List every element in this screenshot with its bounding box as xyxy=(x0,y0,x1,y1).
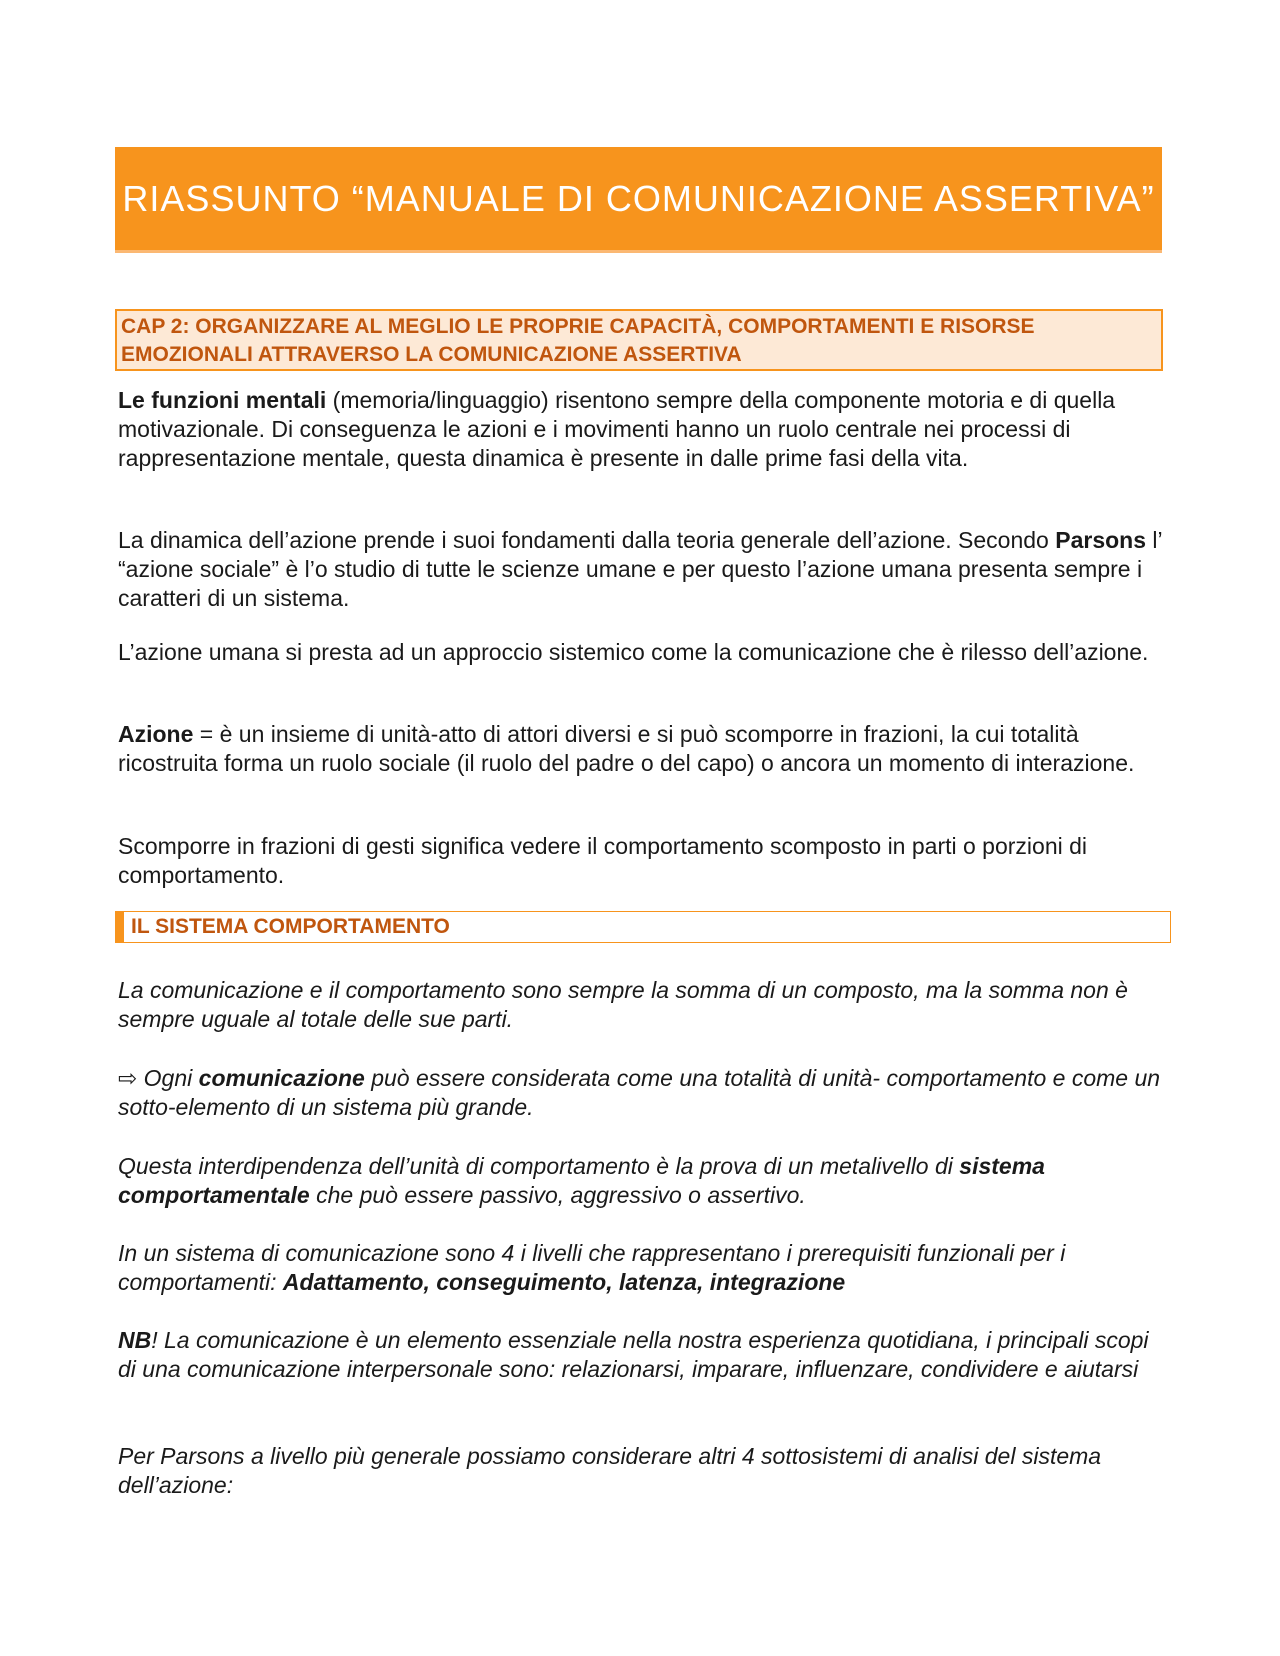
paragraph-text: L’azione umana si presta ad un approccio sistemico come la comunicazione che è rilesso dell’azione. xyxy=(118,639,1149,665)
title-banner xyxy=(115,147,1162,253)
paragraph-1 xyxy=(118,386,1168,473)
paragraph-text: La comunicazione e il comportamento sono sempre la somma di un composto, ma la somma non è sempre uguale al totale delle sue parti. xyxy=(118,977,1128,1032)
italic-paragraph-4 xyxy=(118,1239,1168,1297)
italic-paragraph-3 xyxy=(118,1152,1168,1210)
paragraph-text: ! La comunicazione è un elemento essenziale nella nostra esperienza quotidiana, i principali scopi di una comunicazione interpersonale sono: relazionarsi, imparare, influenzare, condividere e aiutarsi xyxy=(118,1327,1149,1382)
bold-term: NB xyxy=(118,1327,152,1353)
paragraph-text: = è un insieme di unità-atto di attori diversi e si può scomporre in frazioni, la cui totalità ricostruita forma un ruolo sociale (il ruolo del padre o del capo) o ancora un momento di interazione. xyxy=(118,721,1135,776)
bold-term: comunicazione xyxy=(198,1065,365,1091)
italic-paragraph-6 xyxy=(118,1442,1168,1500)
paragraph-2 xyxy=(118,526,1168,613)
paragraph-text: (memoria/linguaggio) risentono sempre della componente motoria e di quella motivazionale. Di conseguenza le azioni e i movimenti hanno un ruolo centrale nei processi di rappresentazione mentale, questa dinamica è presente in dalle prime fasi della vita. xyxy=(118,387,1116,471)
chapter-heading-box xyxy=(115,309,1163,371)
paragraph-text: Per Parsons a livello più generale possiamo considerare altri 4 sottosistemi di analisi del sistema dell’azione: xyxy=(118,1443,1102,1498)
paragraph-text: che può essere passivo, aggressivo o assertivo. xyxy=(309,1182,806,1208)
paragraph-text: La dinamica dell’azione prende i suoi fondamenti dalla teoria generale dell’azione. Secondo xyxy=(118,527,1056,553)
paragraph-text: Questa interdipendenza dell’unità di comportamento è la prova di un metalivello di xyxy=(118,1153,960,1179)
paragraph-text: Scomporre in frazioni di gesti significa vedere il comportamento scomposto in parti o porzioni di comportamento. xyxy=(118,833,1088,888)
italic-paragraph-2 xyxy=(118,1064,1168,1122)
section-heading: IL SISTEMA COMPORTAMENTO xyxy=(131,915,450,938)
italic-paragraph-5 xyxy=(118,1326,1168,1384)
paragraph-text: Ogni xyxy=(137,1065,199,1091)
document-title: RIASSUNTO “MANUALE DI COMUNICAZIONE ASSERTIVA” xyxy=(122,177,1155,219)
chapter-heading: CAP 2: ORGANIZZARE AL MEGLIO LE PROPRIE CAPACITÀ, COMPORTAMENTI E RISORSE EMOZIONALI ATTRAVERSO LA COMUNICAZIONE ASSERTIVA xyxy=(121,315,1035,366)
paragraph-text: può essere considerata come una totalità di unità- comportamento e come un sotto-elemento di un sistema più grande. xyxy=(118,1065,1161,1120)
paragraph-text: l’ “azione sociale” è l’o studio di tutte le scienze umane e per questo l’azione umana presenta sempre i caratteri di un sistema. xyxy=(118,527,1162,611)
paragraph-5 xyxy=(118,832,1168,890)
paragraph-3 xyxy=(118,638,1168,667)
paragraph-text: In un sistema di comunicazione sono 4 i livelli che rappresentano i prerequisiti funzionali per i comportamenti: xyxy=(118,1240,1066,1295)
paragraph-4 xyxy=(118,720,1168,778)
bold-term: Azione xyxy=(118,721,194,747)
bold-term: Le funzioni mentali xyxy=(118,387,327,413)
section-heading-box xyxy=(115,911,1171,943)
bold-term: Parsons xyxy=(1055,527,1147,553)
bold-term: Adattamento, conseguimento, latenza, integrazione xyxy=(282,1269,846,1295)
arrow-icon: ⇨ xyxy=(118,1065,138,1091)
italic-paragraph-1 xyxy=(118,976,1168,1034)
bold-term: sistema comportamentale xyxy=(118,1153,1045,1208)
